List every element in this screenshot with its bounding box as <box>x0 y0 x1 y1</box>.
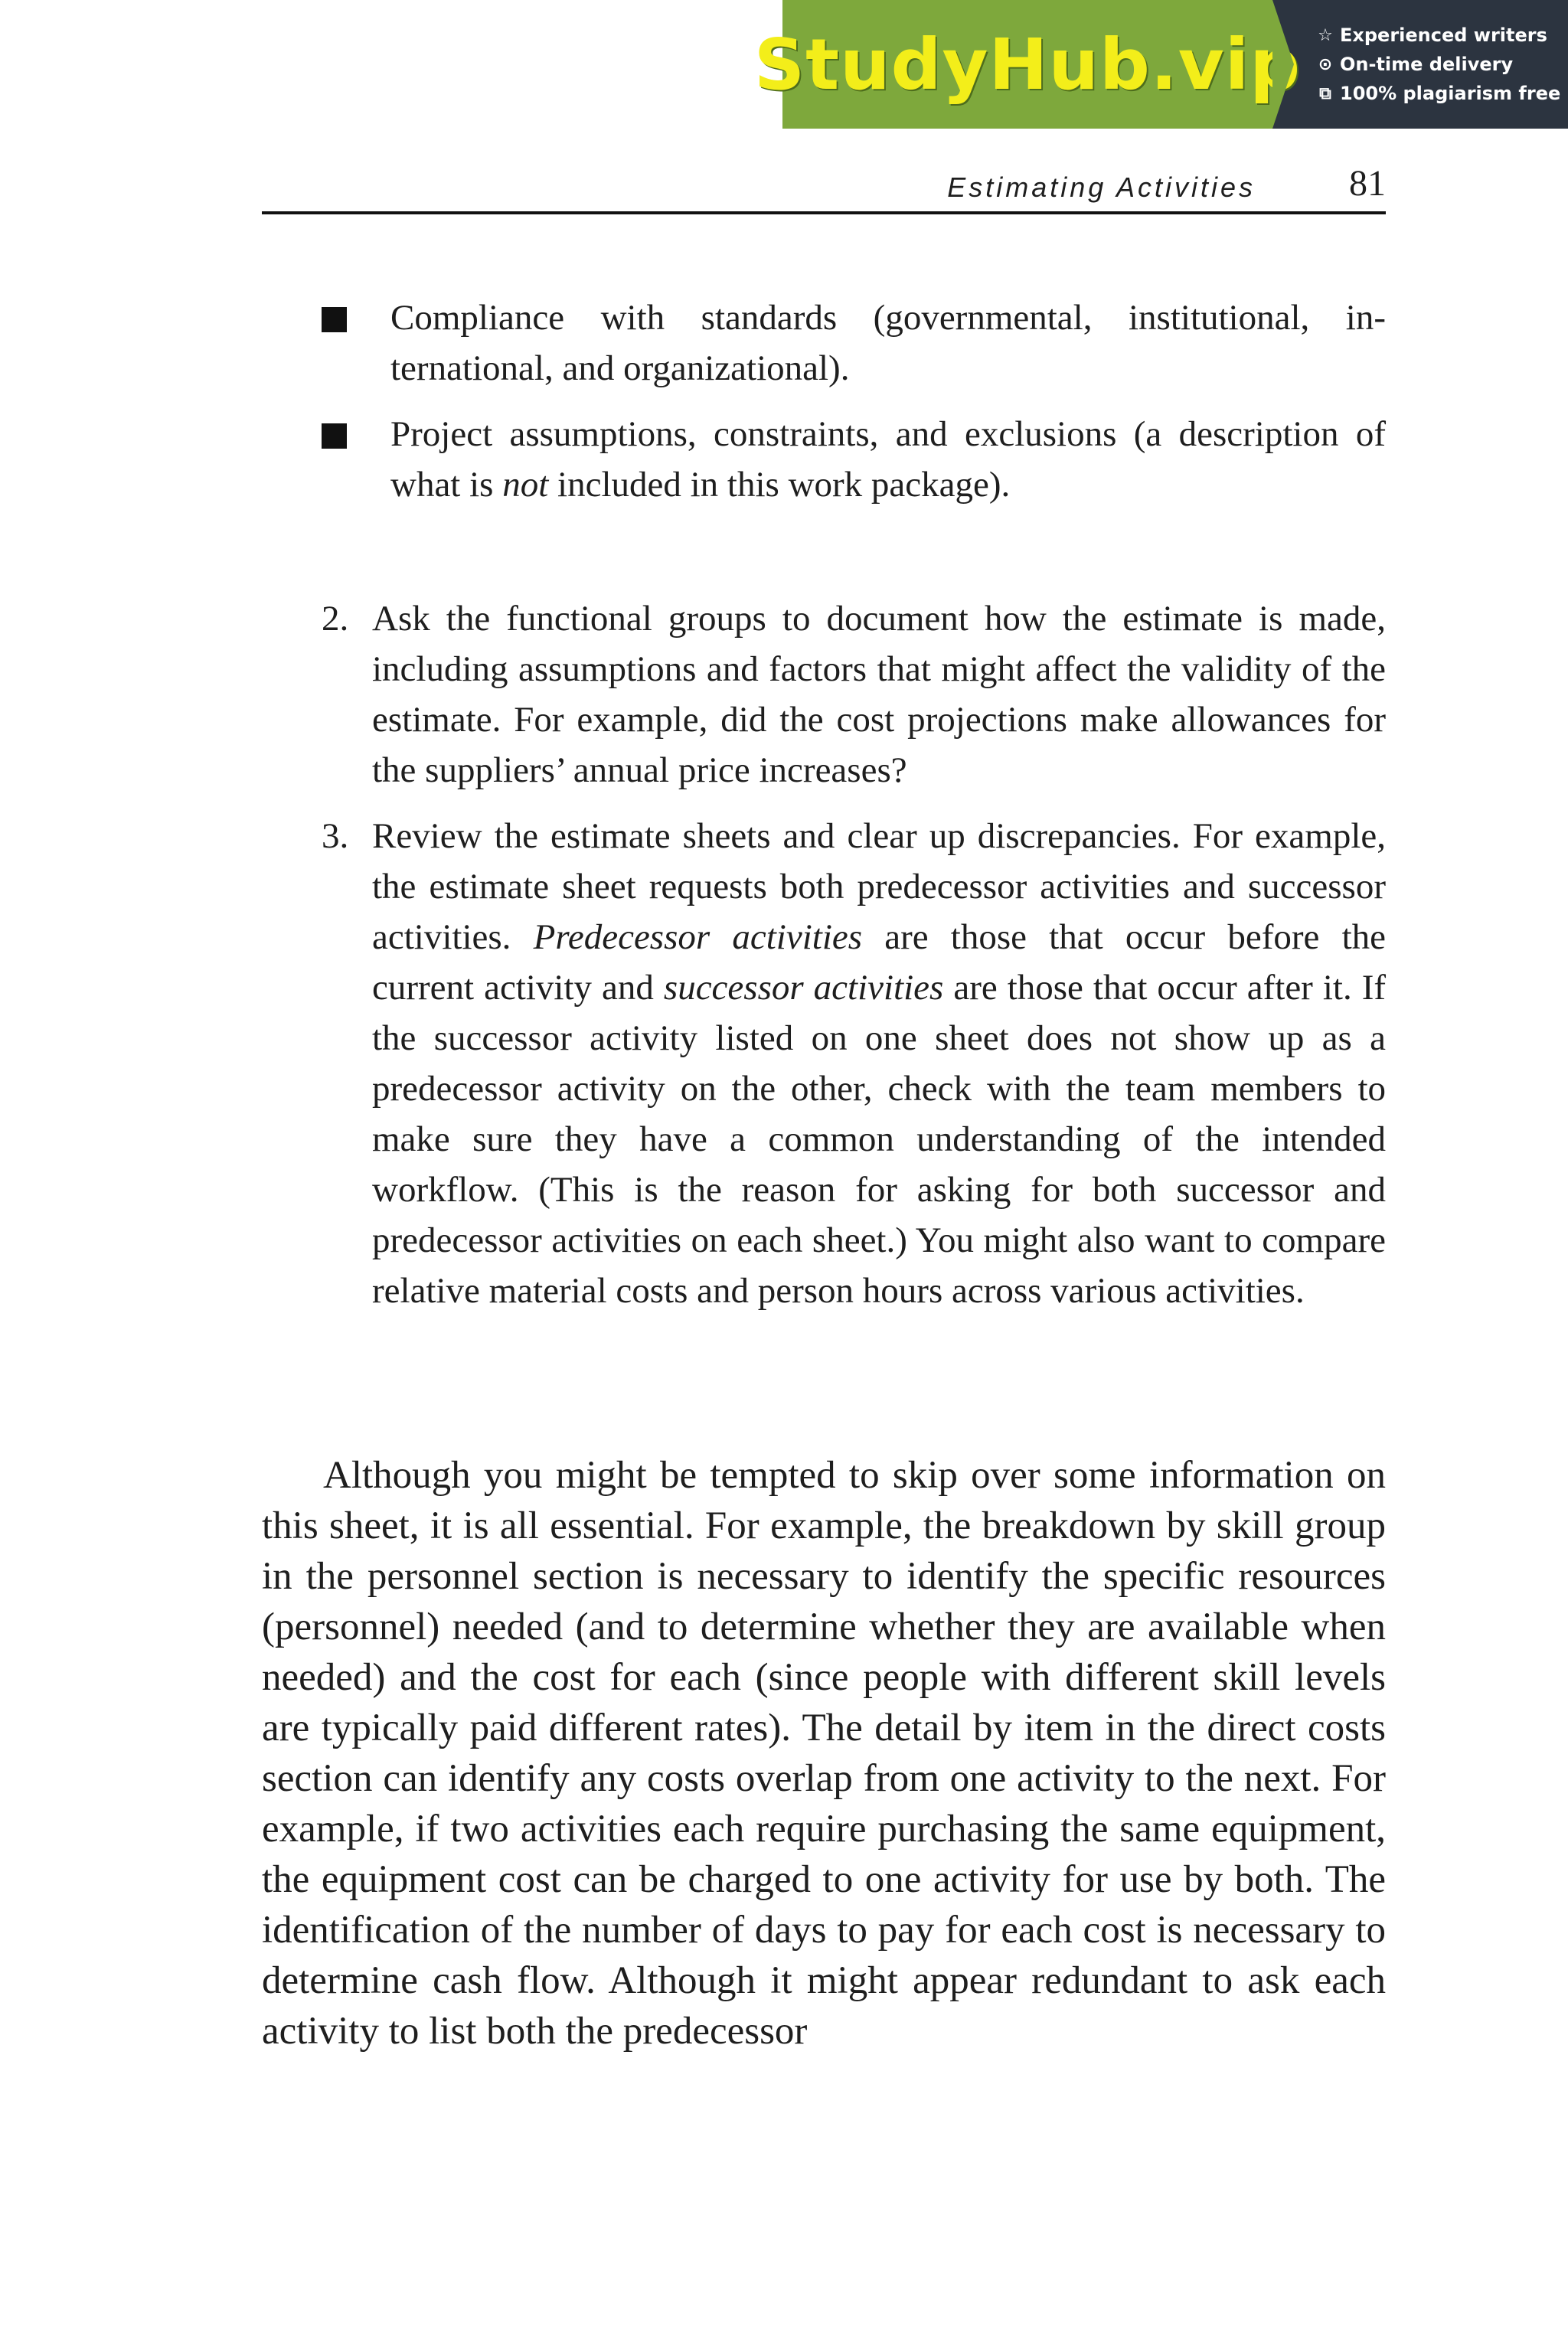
feature-item <box>1317 24 1568 46</box>
square-bullet-icon <box>322 423 347 449</box>
page-number: 81 <box>1349 163 1386 204</box>
item-text-part: are those that occur after it. If the successor activity listed on one sheet does not show up as a predecessor activity on the other, check with the team members to make sure they have a common understanding of the intended workflow. (This is the reason for asking for both successor and predecessor activities on each sheet.) You might also want to compare relative material costs and person hours across various activities. <box>372 968 1387 1311</box>
item-text-part: Review the estimate sheets and clear up discrepancies. For example, the estimate sheet requests both predecessor activities and successor activities. <box>372 816 1386 957</box>
item-text: Ask the functional groups to document how the estimate is made, including assumptions and factors that might affect the validity of the estimate. For example, did the cost projections make allowances for the suppliers’ annual price increases? <box>372 599 1386 790</box>
feature-list <box>1272 0 1568 129</box>
brand-block[interactable] <box>753 0 1302 129</box>
feature-label: 100% plagiarism free <box>1340 83 1561 104</box>
brand-logo[interactable]: StudyHub.vip <box>753 23 1302 106</box>
bullet-item <box>322 292 1386 394</box>
item-text <box>372 816 1386 1311</box>
numbered-list <box>322 593 1386 1331</box>
emphasis: not <box>502 465 549 505</box>
chapter-title: Estimating Activities <box>947 172 1256 203</box>
feature-item <box>1317 54 1568 75</box>
emphasis: successor activities <box>663 968 944 1008</box>
bullet-text <box>390 414 1386 505</box>
bullet-text-part: Project assumptions, constraints, and exclusions (a description of what is <box>390 414 1386 505</box>
bullet-text-part: included in this work package). <box>548 465 1011 505</box>
running-header <box>262 162 1386 214</box>
copy-icon: ⧉ <box>1319 83 1331 103</box>
clock-icon: ⊙ <box>1318 54 1333 74</box>
feature-label: On-time delivery <box>1340 54 1514 75</box>
item-number: 2. <box>322 599 349 639</box>
list-item <box>322 593 1386 795</box>
emphasis: Predecessor activities <box>533 917 863 957</box>
bullet-text: Compliance with standards (governmental, institutional, international, and organizational). <box>390 298 1386 388</box>
bullet-list <box>322 292 1386 525</box>
ad-banner[interactable] <box>753 0 1568 129</box>
star-icon: ☆ <box>1318 25 1333 45</box>
feature-label: Experienced writers <box>1340 24 1547 46</box>
body-paragraph: Although you might be tempted to skip over some information on this sheet, it is all essential. For example, the breakdown by skill group in the personnel section is necessary to identify the specific resources (personnel) needed (and to determine whether they are available when needed) and the cost for each (since people with different skill levels are typically paid different rates). The detail by item in the direct costs section can identify any costs overlap from one activity to the next. For example, if two activities each require purchasing the same equipment, the equipment cost can be charged to one activity for use by both. The identification of the number of days to pay for each cost is necessary to determine cash flow. Although it might appear redundant to ask each activity to list both the predecessor <box>262 1454 1386 2053</box>
feature-item <box>1317 83 1568 104</box>
item-text-part: are those that occur before the current activity and <box>372 917 1386 1008</box>
item-number: 3. <box>322 816 349 856</box>
bullet-item <box>322 409 1386 510</box>
list-item <box>322 811 1386 1316</box>
square-bullet-icon <box>322 307 347 332</box>
